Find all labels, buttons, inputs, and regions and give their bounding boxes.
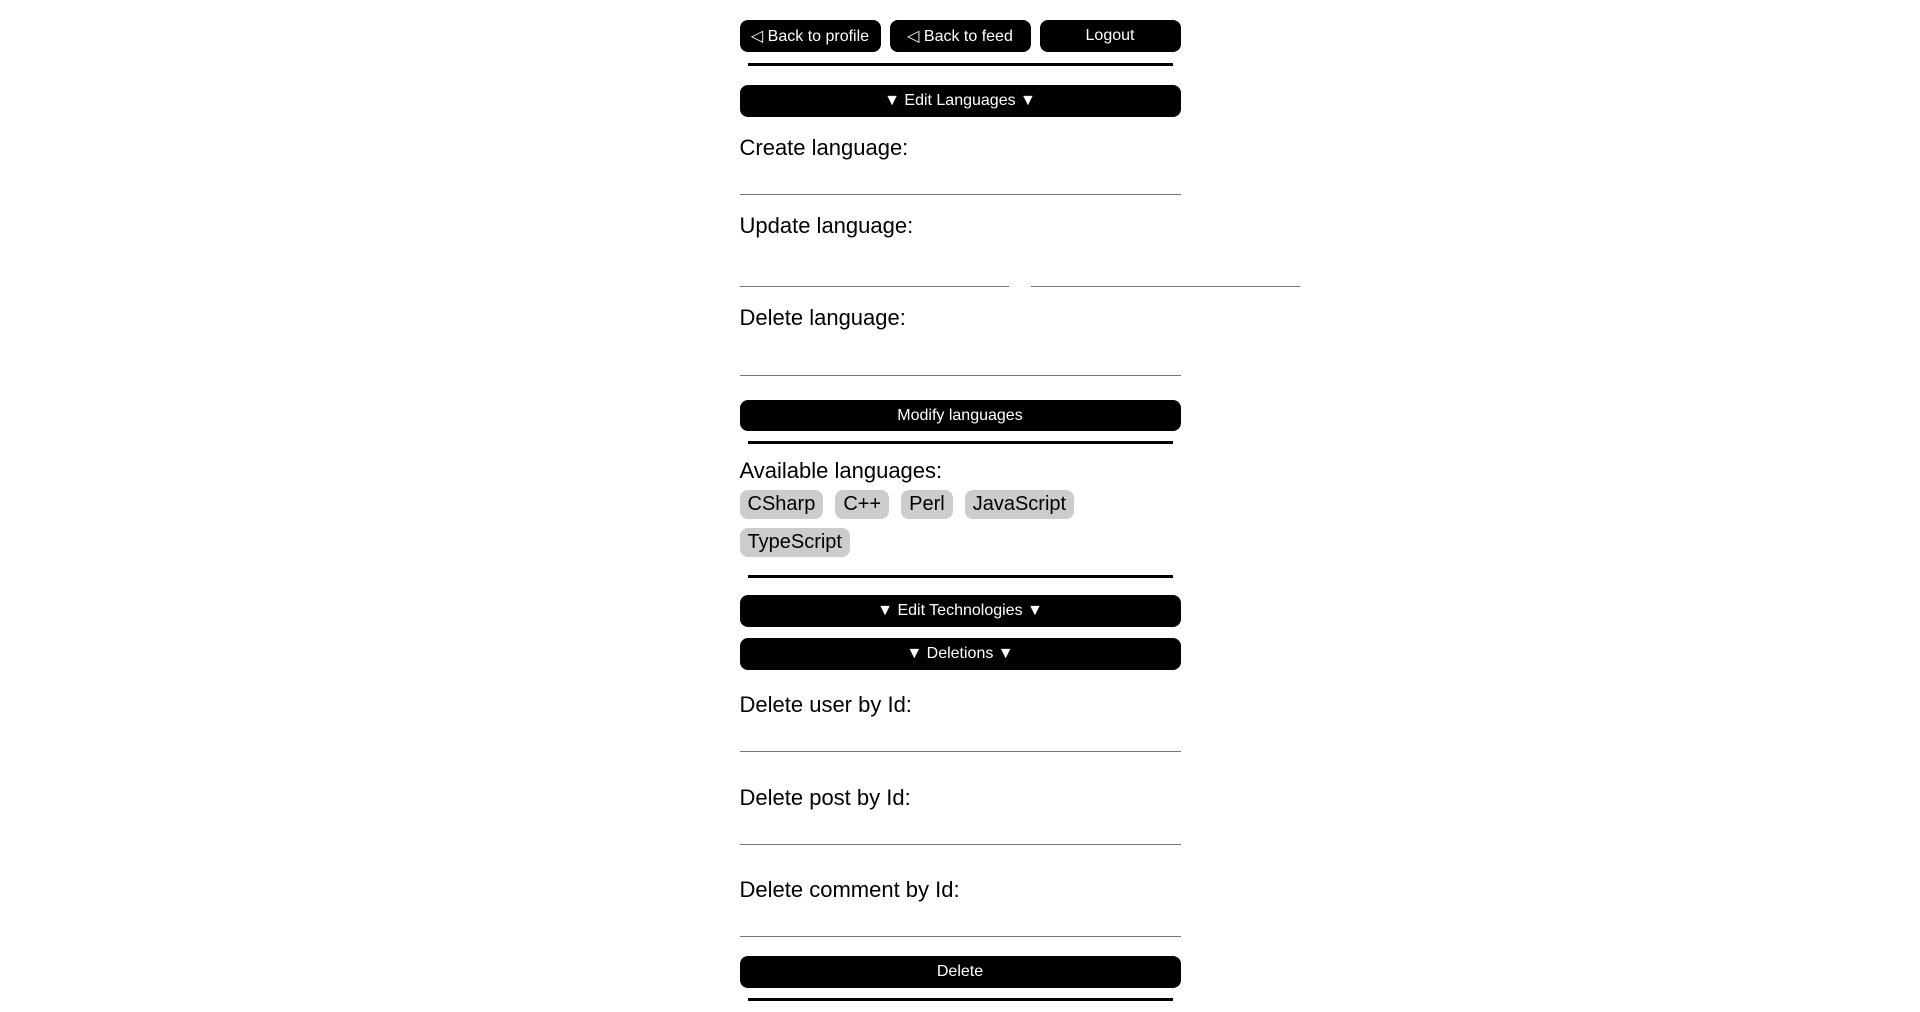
language-tag[interactable]: C++ [835,490,889,519]
update-language-label: Update language: [739,213,914,238]
update-language-inputs [740,254,1181,287]
update-language-new-input[interactable] [1031,254,1300,287]
divider [748,441,1173,444]
delete-user-label: Delete user by Id: [739,692,912,717]
create-language-group [740,133,1181,195]
delete-comment-group [740,875,1181,937]
top-nav [740,20,1181,52]
delete-button[interactable]: Delete [740,956,1181,988]
delete-language-group [740,303,1181,376]
back-to-profile-button[interactable]: ◁ Back to profile [740,20,881,52]
delete-user-group [740,690,1181,752]
language-tag[interactable]: CSharp [740,490,824,519]
divider [748,575,1173,578]
divider [748,63,1173,66]
create-language-input[interactable] [740,162,1181,195]
admin-panel [740,0,1181,1001]
create-language-label: Create language: [739,135,909,160]
delete-language-label: Delete language: [739,305,906,330]
deletions-toggle[interactable]: ▼ Deletions ▼ [740,638,1181,670]
delete-post-label: Delete post by Id: [739,785,911,810]
modify-languages-button[interactable]: Modify languages [740,400,1181,431]
available-languages-label: Available languages: [739,458,943,483]
delete-user-input[interactable] [740,719,1181,752]
tag-row [740,528,1181,557]
language-tag[interactable]: Perl [901,490,953,519]
available-languages-list [740,490,1181,557]
edit-languages-toggle[interactable]: ▼ Edit Languages ▼ [740,85,1181,117]
back-to-feed-button[interactable]: ◁ Back to feed [890,20,1031,52]
edit-technologies-toggle[interactable]: ▼ Edit Technologies ▼ [740,595,1181,627]
logout-button[interactable]: Logout [1040,20,1181,52]
delete-post-group [740,783,1181,845]
language-tag[interactable]: TypeScript [740,528,850,557]
divider [748,998,1173,1001]
tag-row [740,490,1181,519]
language-tag[interactable]: JavaScript [965,490,1074,519]
delete-comment-label: Delete comment by Id: [739,877,960,902]
delete-language-input[interactable] [740,343,1181,376]
delete-comment-input[interactable] [740,904,1181,937]
update-language-group [740,211,1181,287]
update-language-old-input[interactable] [740,254,1009,287]
delete-post-input[interactable] [740,812,1181,845]
